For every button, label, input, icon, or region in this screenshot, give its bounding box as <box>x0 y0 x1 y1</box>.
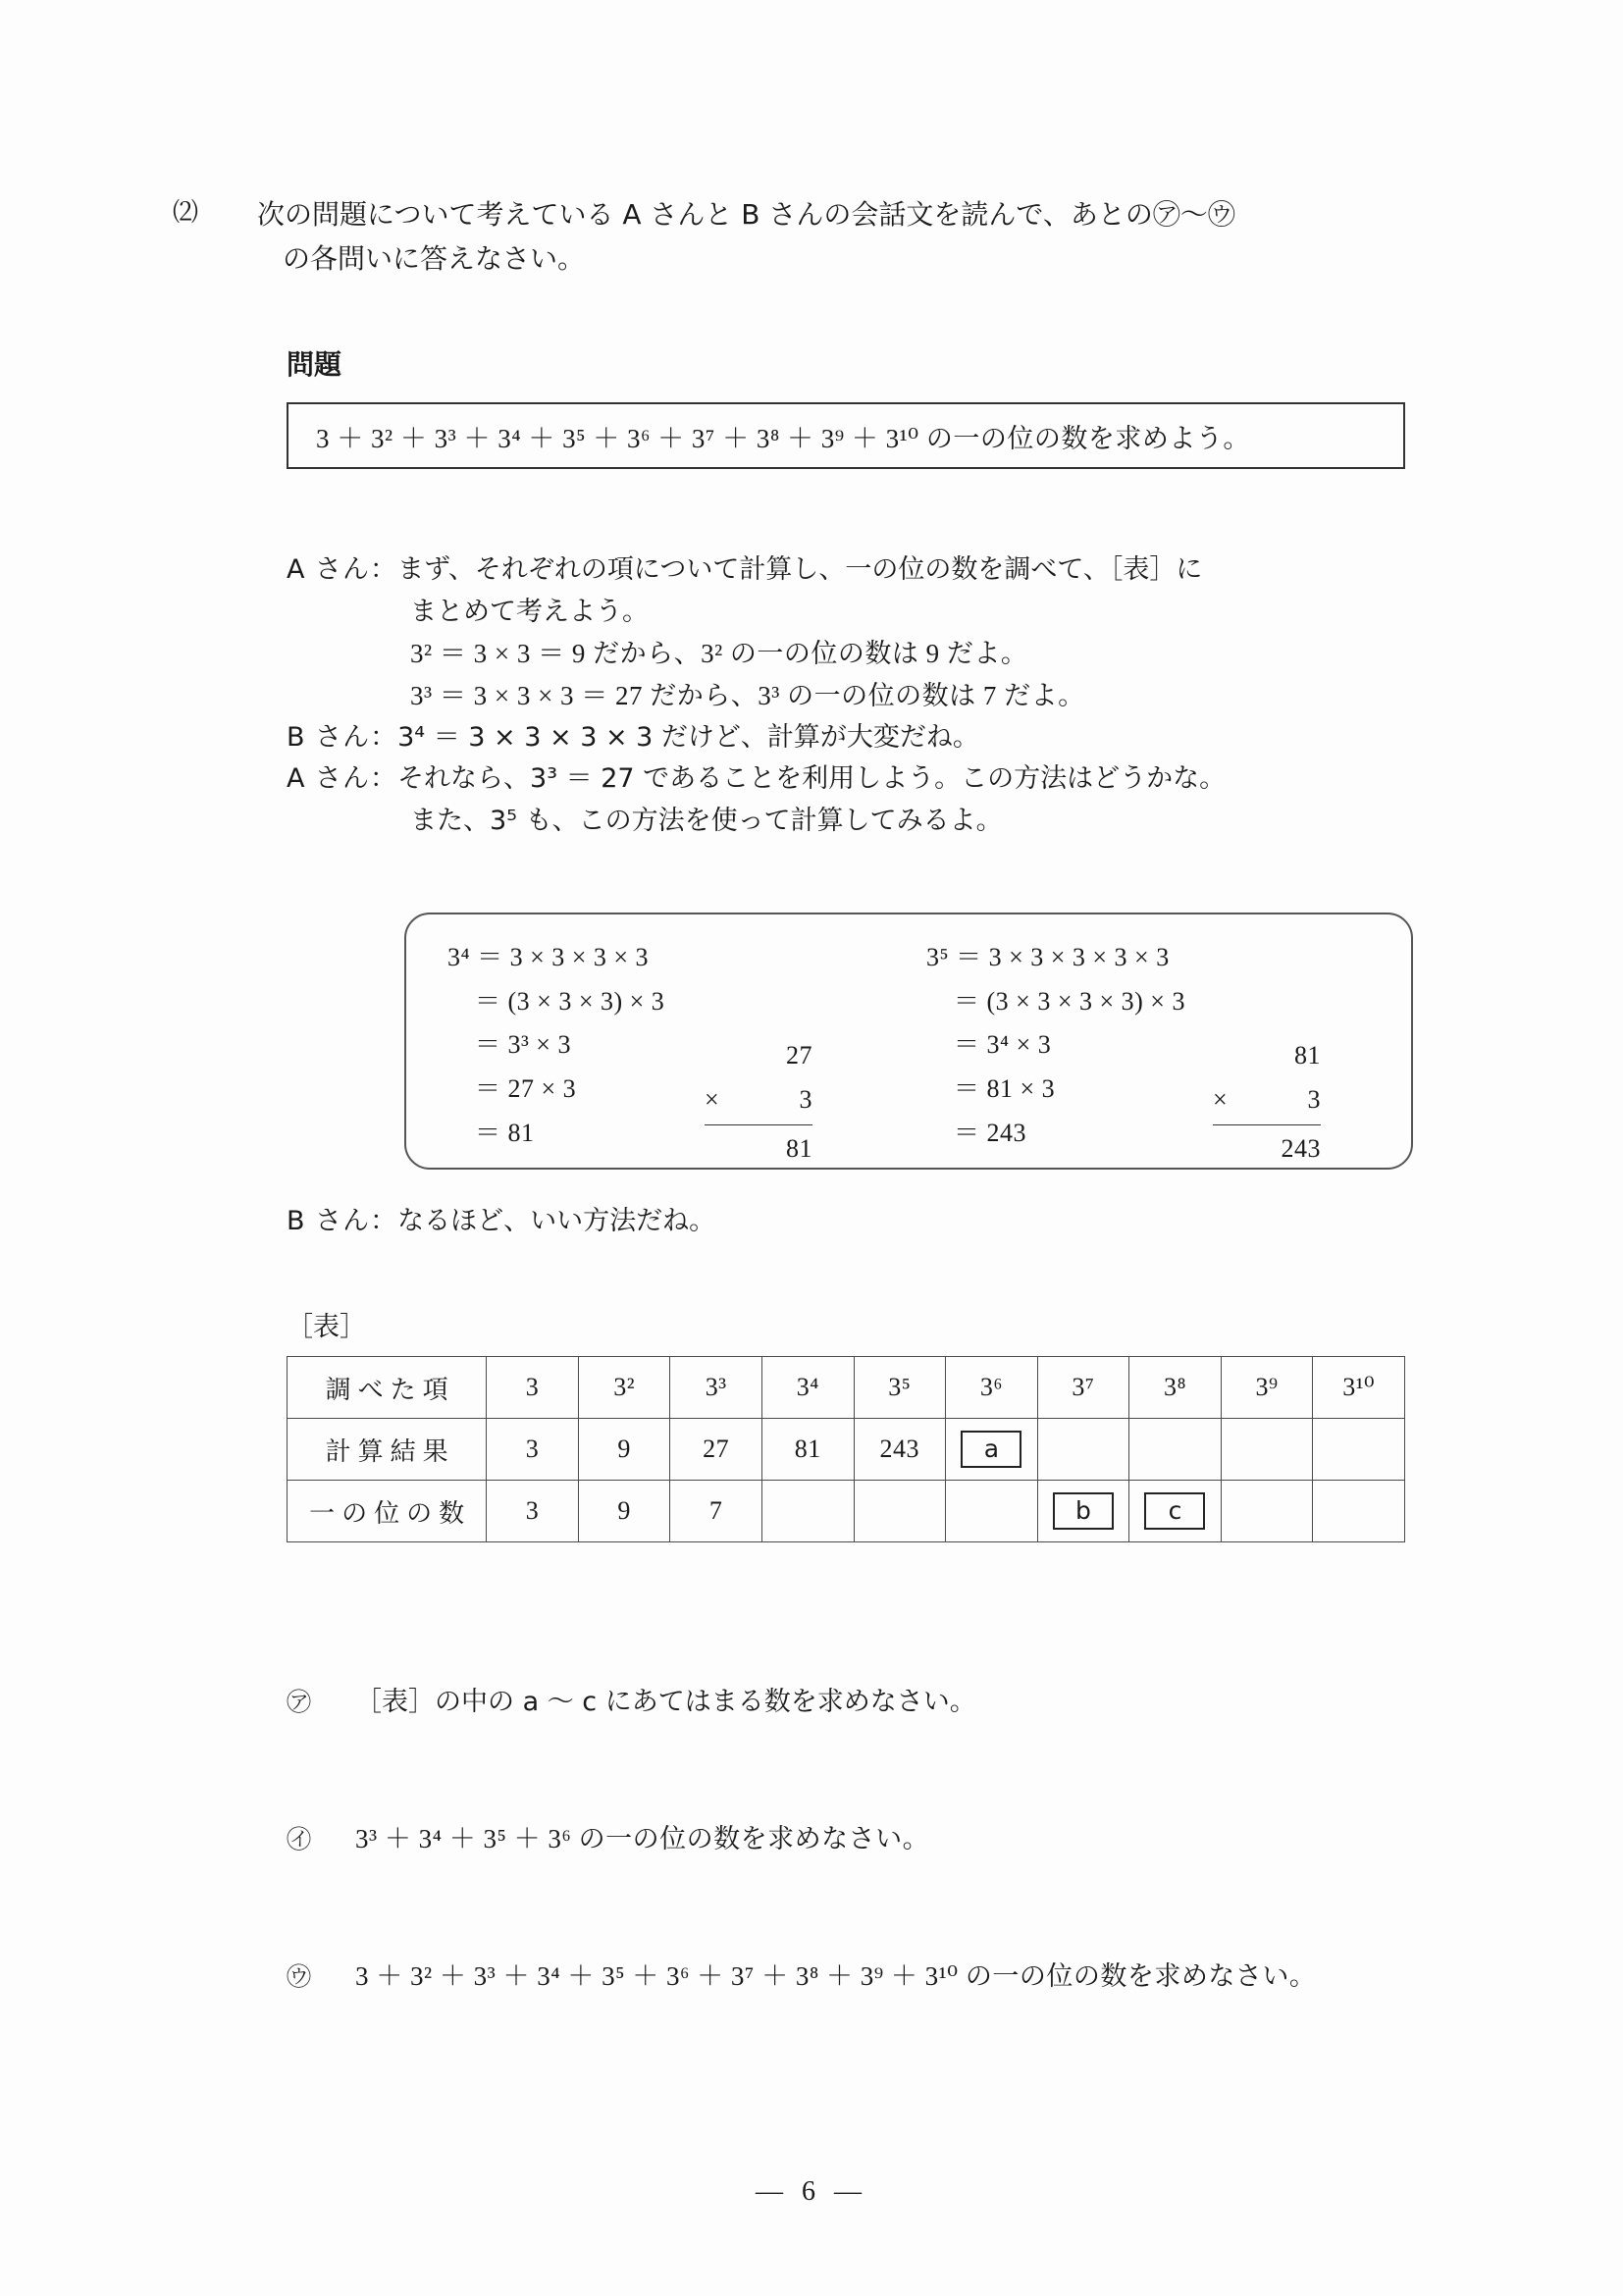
calculation-column-right <box>926 936 1185 1156</box>
question-number: ⑵ <box>173 198 199 228</box>
calculation-row: ＝ 81 <box>475 1118 535 1147</box>
table-row <box>288 1419 1405 1481</box>
dialogue-text: 3⁴ ＝ 3 × 3 × 3 × 3 だけど、計算が大変だね。 <box>397 721 979 753</box>
vertical-multiplication-left <box>705 1034 812 1172</box>
calculation-row: ＝ (3 × 3 × 3 × 3) × 3 <box>954 986 1185 1016</box>
table-cell <box>1221 1419 1313 1481</box>
multiplier: 3 <box>1307 1084 1321 1114</box>
table-cell: 3³ <box>670 1357 762 1419</box>
page-number: — 6 — <box>756 2176 867 2207</box>
table-cell <box>946 1481 1038 1542</box>
table-label: ［表］ <box>287 1312 366 1342</box>
table-row-header: 一の位の数 <box>288 1481 487 1542</box>
problem-box <box>287 402 1405 469</box>
dialogue-speaker: B さん： <box>287 1206 398 1236</box>
table-cell <box>1129 1419 1222 1481</box>
answer-box-b: b <box>1053 1492 1114 1531</box>
table-cell <box>1221 1481 1313 1542</box>
dialogue-line <box>287 633 1464 675</box>
table-row <box>288 1357 1405 1419</box>
sub-question-tag: ㋑ <box>287 1827 312 1853</box>
sub-question-tag: ㋐ <box>287 1688 312 1716</box>
calculation-row: ＝ 243 <box>954 1118 1027 1147</box>
table-cell: 3⁴ <box>761 1357 854 1419</box>
dialogue-text: 3³ ＝ 3 × 3 × 3 ＝ 27 だから、3³ の一の位の数は 7 だよ。 <box>410 680 1085 710</box>
multiplier: 3 <box>799 1084 812 1114</box>
dialogue-text: それなら、3³ ＝ 27 であることを利用しよう。この方法はどうかな。 <box>397 763 1227 795</box>
table-body <box>288 1357 1405 1542</box>
table-row-header: 計算結果 <box>288 1419 487 1481</box>
calculation-row: ＝ 3⁴ × 3 <box>954 1030 1052 1060</box>
dialogue-speaker: B さん： <box>287 721 398 753</box>
multiplier-row <box>1213 1078 1321 1126</box>
table-cell <box>1313 1419 1405 1481</box>
table-cell: 81 <box>761 1419 854 1481</box>
sub-question-text: ［表］の中の a 〜 c にあてはまる数を求めなさい。 <box>355 1687 976 1717</box>
dialogue-line <box>287 717 1464 759</box>
problem-expression: 3 ＋ 3² ＋ 3³ ＋ 3⁴ ＋ 3⁵ ＋ 3⁶ ＋ 3⁷ ＋ 3⁸ ＋ 3⁹ ＋ 3¹⁰ の一の位の数を求めよう。 <box>316 423 1250 453</box>
dialogue-line <box>287 675 1464 717</box>
vertical-multiplication-right <box>1213 1034 1321 1172</box>
dialogue-text: まず、それぞれの項について計算し、一の位の数を調べて、［表］に <box>397 554 1203 585</box>
calculation-box <box>404 913 1413 1170</box>
product: 243 <box>1281 1134 1321 1164</box>
question-intro-line-2: の各問いに答えなさい。 <box>283 242 586 276</box>
answer-box-c: c <box>1144 1492 1205 1531</box>
table-row-header: 調べた項 <box>288 1357 487 1419</box>
question-intro-line-1: 次の問題について考えている A さんと B さんの会話文を読んで、あとの㋐〜㋒ <box>257 198 1235 231</box>
table-cell: 3 <box>487 1357 579 1419</box>
sub-question-text: 3³ ＋ 3⁴ ＋ 3⁵ ＋ 3⁶ の一の位の数を求めなさい。 <box>355 1824 930 1853</box>
table-cell: 3⁹ <box>1221 1357 1313 1419</box>
dialogue-speaker: A さん： <box>287 763 398 795</box>
product: 81 <box>786 1134 812 1164</box>
multiply-operator: × <box>1213 1084 1229 1114</box>
table-cell-answer-b <box>1037 1481 1129 1542</box>
table-cell: 3 <box>487 1419 579 1481</box>
calculation-row: 3⁴ ＝ 3 × 3 × 3 × 3 <box>447 943 650 971</box>
dialogue-speaker: A さん： <box>287 554 398 585</box>
table-cell: 3⁷ <box>1037 1357 1129 1419</box>
dialogue-line <box>287 758 1464 801</box>
calculation-column-left <box>447 936 664 1156</box>
sub-question-text: 3 ＋ 3² ＋ 3³ ＋ 3⁴ ＋ 3⁵ ＋ 3⁶ ＋ 3⁷ ＋ 3⁸ ＋ 3⁹ ＋ 3¹⁰ の一の位の数を求めなさい。 <box>355 1961 1317 1991</box>
dialogue-block <box>287 549 1464 843</box>
table-cell: 7 <box>670 1481 762 1542</box>
dialogue-text: 3² ＝ 3 × 3 ＝ 9 だから、3² の一の位の数は 9 だよ。 <box>410 639 1028 669</box>
dialogue-line-after-box <box>287 1199 715 1237</box>
table-cell: 9 <box>578 1419 670 1481</box>
problem-label: 問題 <box>287 348 342 381</box>
calculation-row: ＝ 3³ × 3 <box>475 1030 571 1060</box>
table-cell: 3 <box>487 1481 579 1542</box>
table-cell: 27 <box>670 1419 762 1481</box>
calculation-row: ＝ 81 × 3 <box>954 1074 1056 1104</box>
table-cell <box>1313 1481 1405 1542</box>
calculation-row: 3⁵ ＝ 3 × 3 × 3 × 3 × 3 <box>926 943 1170 971</box>
powers-table <box>287 1356 1405 1542</box>
table-cell <box>761 1481 854 1542</box>
sub-question-a <box>287 1680 976 1718</box>
table-cell: 3¹⁰ <box>1313 1357 1405 1419</box>
answer-box-a: a <box>961 1431 1021 1469</box>
table-cell: 3⁸ <box>1129 1357 1222 1419</box>
dialogue-text: また、3⁵ も、この方法を使って計算してみるよ。 <box>410 805 1003 836</box>
question-intro <box>173 192 1464 282</box>
table-cell: 3⁶ <box>946 1357 1038 1419</box>
sub-question-tag: ㋒ <box>287 1964 312 1991</box>
sub-question-i <box>287 1817 929 1855</box>
dialogue-line <box>287 549 1464 592</box>
calculation-row: ＝ (3 × 3 × 3) × 3 <box>475 986 665 1016</box>
dialogue-line <box>287 592 1464 634</box>
sub-question-u <box>287 1955 1316 1993</box>
multiplicand: 27 <box>786 1041 812 1070</box>
table-cell: 3⁵ <box>854 1357 946 1419</box>
table-cell <box>1037 1419 1129 1481</box>
table-row <box>288 1481 1405 1542</box>
dialogue-text: なるほど、いい方法だね。 <box>397 1206 716 1236</box>
calculation-row: ＝ 27 × 3 <box>475 1074 577 1104</box>
table-cell <box>854 1481 946 1542</box>
dialogue-line <box>287 801 1464 843</box>
table-cell-answer-a <box>946 1419 1038 1481</box>
table-cell: 9 <box>578 1481 670 1542</box>
dialogue-text: まとめて考えよう。 <box>410 596 649 627</box>
table-cell: 243 <box>854 1419 946 1481</box>
table-cell-answer-c <box>1129 1481 1222 1542</box>
multiply-operator: × <box>705 1084 720 1114</box>
multiplicand: 81 <box>1294 1041 1321 1070</box>
table-cell: 3² <box>578 1357 670 1419</box>
multiplier-row <box>705 1078 812 1126</box>
